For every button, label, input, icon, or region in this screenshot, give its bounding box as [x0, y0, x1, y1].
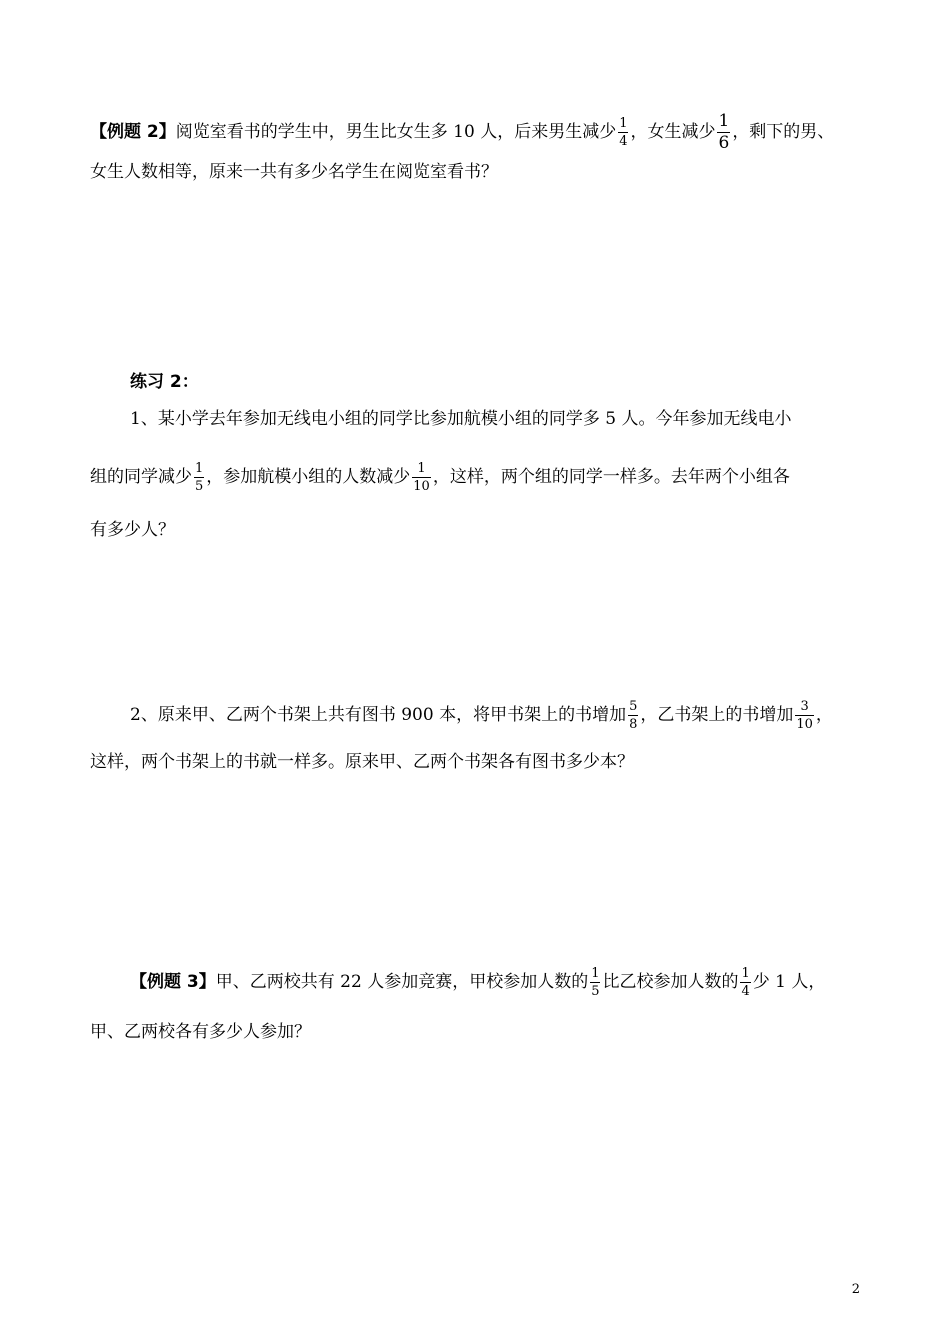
example-3-line-1: 【例题 3】甲、乙两校共有 22 人参加竞赛，甲校参加人数的 $\frac{1}{5}$ 比乙校参加人数的 $\frac{1}{4}$ 少 1 人，: [130, 966, 826, 999]
fraction-one-tenth: $\frac{1}{10}$: [413, 461, 430, 494]
example-2-tag: 【例题 2】: [90, 122, 176, 142]
practice-2-q2-line-2: 这样，两个书架上的书就一样多。原来甲、乙两个书架各有图书多少本？: [90, 752, 634, 772]
practice-2-q1-line-3: 有多少人？: [90, 520, 175, 540]
practice-2-q1-line-1: 1、某小学去年参加无线电小组的同学比参加航模小组的同学多 5 人。今年参加无线电小: [130, 409, 792, 429]
practice-2-q1-line-2: 组的同学减少 $\frac{1}{5}$ ，参加航模小组的人数减少 $\frac{1}{10}$ ，这样，两个组的同学一样多。去年两个小组各: [90, 461, 790, 494]
example-3-tag: 【例题 3】: [130, 972, 216, 992]
practice-2-title: 练习 2：: [130, 372, 199, 392]
example-2-line-1: [90, 113, 834, 152]
fraction-one-fifth: $\frac{1}{5}$: [195, 461, 204, 494]
fraction-one-fourth: $\frac{1}{4}$: [619, 116, 628, 149]
example-3-line-2: 甲、乙两校各有多少人参加？: [90, 1022, 311, 1042]
example-2-text-2: ，女生减少: [630, 122, 716, 142]
fraction-one-fourth-b: $\frac{1}{4}$: [741, 966, 750, 999]
practice-2-q2-line-1: 2、原来甲、乙两个书架上共有图书 900 本，将甲书架上的书增加 $\frac{5}{8}$ ，乙书架上的书增加 $\frac{3}{10}$ ，: [130, 699, 833, 732]
example-2-text-1: 阅览室看书的学生中，男生比女生多 10 人，后来男生减少: [175, 122, 617, 142]
fraction-five-eighths: $\frac{5}{8}$: [629, 699, 638, 732]
fraction-one-sixth: $\frac{1}{6}$: [718, 111, 730, 153]
page-number: 2: [851, 1282, 860, 1297]
example-2-text-3: ，剩下的男、: [732, 122, 835, 142]
fraction-one-fifth-b: $\frac{1}{5}$: [591, 966, 600, 999]
example-2-line-2: 女生人数相等，原来一共有多少名学生在阅览室看书？: [90, 162, 498, 182]
fraction-three-tenths: $\frac{3}{10}$: [796, 699, 813, 732]
